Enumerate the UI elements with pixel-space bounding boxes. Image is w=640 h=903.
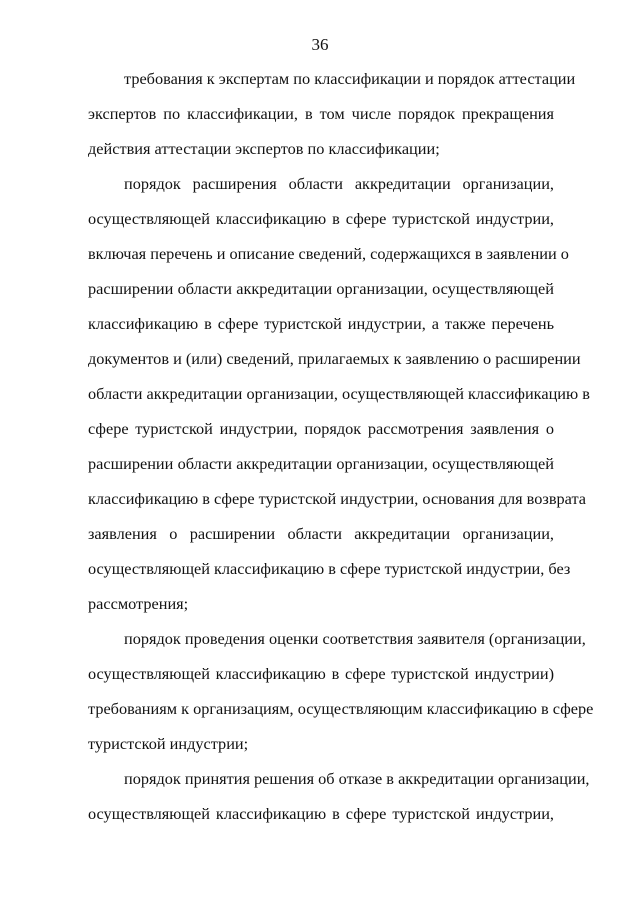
text-line: классификацию в сфере туристской индустрии, а также перечень xyxy=(88,314,554,333)
text-line: осуществляющей классификацию в сфере туристской индустрии) xyxy=(88,664,554,683)
text-line: классификацию в сфере туристской индустрии, основания для возврата xyxy=(88,489,587,508)
text-line: области аккредитации организации, осуществляющей классификацию в xyxy=(88,384,590,403)
text-line: сфере туристской индустрии, порядок рассмотрения заявления о xyxy=(88,419,554,438)
text-line: расширении области аккредитации организации, осуществляющей xyxy=(88,279,554,298)
text-line: осуществляющей классификацию в сфере туристской индустрии, без xyxy=(88,559,571,578)
text-line: туристской индустрии; xyxy=(88,734,249,753)
text-line: порядок проведения оценки соответствия заявителя (организации, xyxy=(124,629,586,648)
text-line: заявления о расширении области аккредитации организации, xyxy=(88,524,554,543)
text-line: экспертов по классификации, в том числе порядок прекращения xyxy=(88,104,554,123)
text-line: расширении области аккредитации организации, осуществляющей xyxy=(88,454,554,473)
text-line: включая перечень и описание сведений, содержащихся в заявлении о xyxy=(88,244,569,263)
text-line: рассмотрения; xyxy=(88,594,189,613)
text-line: требования к экспертам по классификации и порядок аттестации xyxy=(124,69,576,88)
page-number: 36 xyxy=(311,35,329,54)
text-line: осуществляющей классификацию в сфере туристской индустрии, xyxy=(88,209,554,228)
text-line: действия аттестации экспертов по классификации; xyxy=(88,139,440,158)
text-line: осуществляющей классификацию в сфере туристской индустрии, xyxy=(88,804,554,823)
text-line: документов и (или) сведений, прилагаемых к заявлению о расширении xyxy=(88,349,581,368)
text-line: требованиям к организациям, осуществляющим классификацию в сфере xyxy=(88,699,594,718)
text-line: порядок расширения области аккредитации организации, xyxy=(124,174,554,193)
text-line: порядок принятия решения об отказе в аккредитации организации, xyxy=(124,769,590,788)
